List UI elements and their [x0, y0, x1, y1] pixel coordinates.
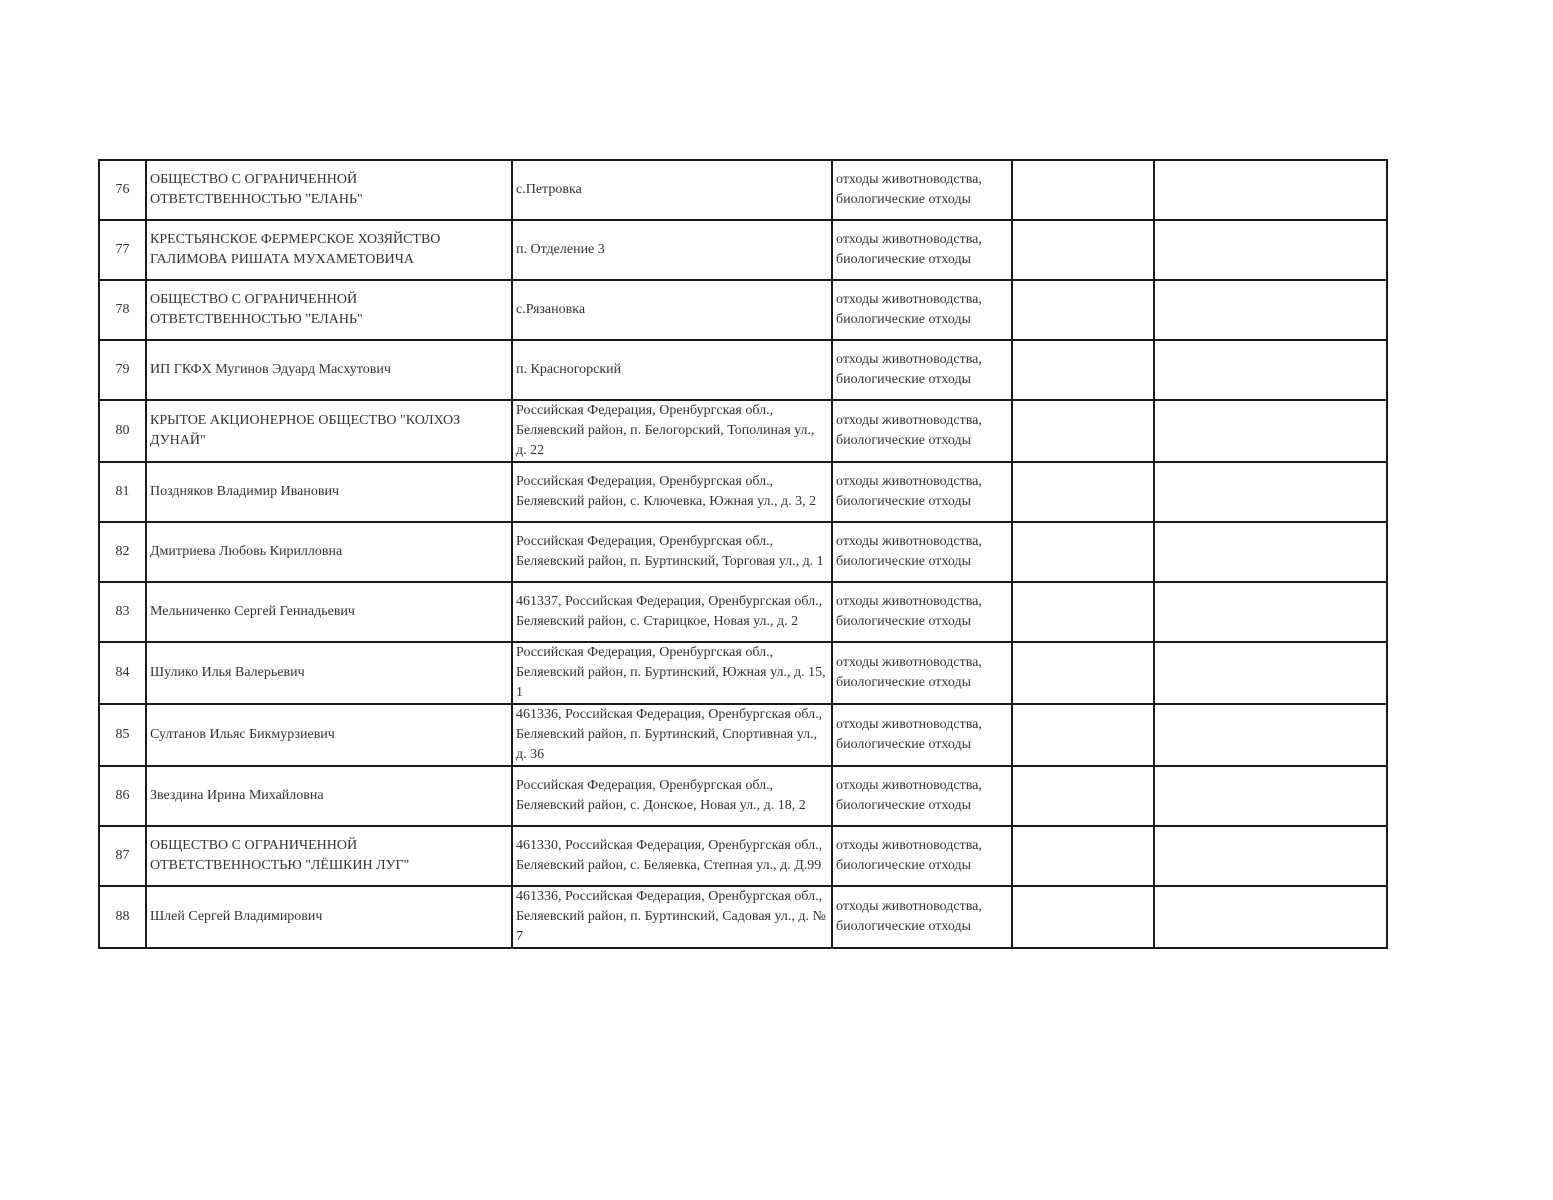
- row-number: 84: [99, 642, 146, 704]
- organization-name: Шулико Илья Валерьевич: [146, 642, 512, 704]
- organization-name: КРЫТОЕ АКЦИОНЕРНОЕ ОБЩЕСТВО "КОЛХОЗ ДУНАЙ": [146, 400, 512, 462]
- table-row: [99, 280, 1387, 340]
- organization-name: ОБЩЕСТВО С ОГРАНИЧЕННОЙ ОТВЕТСТВЕННОСТЬЮ "ЕЛАНЬ": [146, 280, 512, 340]
- waste-type: отходы животноводства, биологические отходы: [832, 462, 1012, 522]
- waste-type: отходы животноводства, биологические отходы: [832, 704, 1012, 766]
- organization-name: Шлей Сергей Владимирович: [146, 886, 512, 948]
- table-row: [99, 582, 1387, 642]
- address: 461336, Российская Федерация, Оренбургская обл., Беляевский район, п. Буртинский, Спортивная ул., д. 36: [512, 704, 832, 766]
- row-number: 81: [99, 462, 146, 522]
- address: с.Рязановка: [512, 280, 832, 340]
- row-number: 78: [99, 280, 146, 340]
- table-row: [99, 522, 1387, 582]
- row-number: 85: [99, 704, 146, 766]
- address: Российская Федерация, Оренбургская обл., Беляевский район, с. Донское, Новая ул., д. 18, 2: [512, 766, 832, 826]
- organization-name: Звездина Ирина Михайловна: [146, 766, 512, 826]
- table-row: [99, 400, 1387, 462]
- address: Российская Федерация, Оренбургская обл., Беляевский район, п. Буртинский, Торговая ул., д. 1: [512, 522, 832, 582]
- address: 461336, Российская Федерация, Оренбургская обл., Беляевский район, п. Буртинский, Садовая ул., д. № 7: [512, 886, 832, 948]
- organization-name: ИП ГКФХ Мугинов Эдуард Масхутович: [146, 340, 512, 400]
- empty-cell: [1012, 462, 1154, 522]
- table-row: [99, 642, 1387, 704]
- address: с.Петровка: [512, 160, 832, 220]
- empty-cell: [1154, 582, 1387, 642]
- organization-name: Мельниченко Сергей Геннадьевич: [146, 582, 512, 642]
- row-number: 88: [99, 886, 146, 948]
- empty-cell: [1154, 704, 1387, 766]
- waste-type: отходы животноводства, биологические отходы: [832, 826, 1012, 886]
- address: Российская Федерация, Оренбургская обл., Беляевский район, п. Белогорский, Тополиная ул., д. 22: [512, 400, 832, 462]
- empty-cell: [1012, 400, 1154, 462]
- waste-type: отходы животноводства, биологические отходы: [832, 280, 1012, 340]
- empty-cell: [1154, 340, 1387, 400]
- organization-name: Дмитриева Любовь Кирилловна: [146, 522, 512, 582]
- row-number: 83: [99, 582, 146, 642]
- row-number: 77: [99, 220, 146, 280]
- empty-cell: [1154, 220, 1387, 280]
- empty-cell: [1012, 642, 1154, 704]
- row-number: 87: [99, 826, 146, 886]
- empty-cell: [1012, 220, 1154, 280]
- empty-cell: [1012, 886, 1154, 948]
- registry-table: [98, 159, 1388, 949]
- registry-table-body: [99, 160, 1387, 948]
- address: Российская Федерация, Оренбургская обл., Беляевский район, п. Буртинский, Южная ул., д. 15, 1: [512, 642, 832, 704]
- empty-cell: [1012, 582, 1154, 642]
- organization-name: Султанов Ильяс Бикмурзиевич: [146, 704, 512, 766]
- row-number: 79: [99, 340, 146, 400]
- empty-cell: [1154, 766, 1387, 826]
- table-row: [99, 886, 1387, 948]
- row-number: 86: [99, 766, 146, 826]
- organization-name: Поздняков Владимир Иванович: [146, 462, 512, 522]
- table-row: [99, 826, 1387, 886]
- waste-type: отходы животноводства, биологические отходы: [832, 886, 1012, 948]
- row-number: 82: [99, 522, 146, 582]
- empty-cell: [1012, 280, 1154, 340]
- empty-cell: [1154, 886, 1387, 948]
- waste-type: отходы животноводства, биологические отходы: [832, 160, 1012, 220]
- organization-name: ОБЩЕСТВО С ОГРАНИЧЕННОЙ ОТВЕТСТВЕННОСТЬЮ "ЕЛАНЬ": [146, 160, 512, 220]
- waste-type: отходы животноводства, биологические отходы: [832, 220, 1012, 280]
- empty-cell: [1154, 642, 1387, 704]
- empty-cell: [1154, 462, 1387, 522]
- table-row: [99, 220, 1387, 280]
- waste-type: отходы животноводства, биологические отходы: [832, 400, 1012, 462]
- waste-type: отходы животноводства, биологические отходы: [832, 766, 1012, 826]
- table-row: [99, 766, 1387, 826]
- empty-cell: [1012, 704, 1154, 766]
- table-row: [99, 462, 1387, 522]
- address: 461337, Российская Федерация, Оренбургская обл., Беляевский район, с. Старицкое, Новая ул., д. 2: [512, 582, 832, 642]
- table-row: [99, 340, 1387, 400]
- empty-cell: [1154, 160, 1387, 220]
- table-row: [99, 160, 1387, 220]
- empty-cell: [1012, 340, 1154, 400]
- address: Российская Федерация, Оренбургская обл., Беляевский район, с. Ключевка, Южная ул., д. 3, 2: [512, 462, 832, 522]
- empty-cell: [1154, 400, 1387, 462]
- waste-type: отходы животноводства, биологические отходы: [832, 642, 1012, 704]
- table-row: [99, 704, 1387, 766]
- empty-cell: [1012, 766, 1154, 826]
- row-number: 76: [99, 160, 146, 220]
- empty-cell: [1012, 160, 1154, 220]
- organization-name: КРЕСТЬЯНСКОЕ ФЕРМЕРСКОЕ ХОЗЯЙСТВО ГАЛИМОВА РИШАТА МУХАМЕТОВИЧА: [146, 220, 512, 280]
- waste-type: отходы животноводства, биологические отходы: [832, 582, 1012, 642]
- empty-cell: [1154, 522, 1387, 582]
- empty-cell: [1154, 826, 1387, 886]
- organization-name: ОБЩЕСТВО С ОГРАНИЧЕННОЙ ОТВЕТСТВЕННОСТЬЮ "ЛЁШКИН ЛУГ": [146, 826, 512, 886]
- empty-cell: [1012, 522, 1154, 582]
- address: п. Красногорский: [512, 340, 832, 400]
- address: п. Отделение 3: [512, 220, 832, 280]
- empty-cell: [1012, 826, 1154, 886]
- waste-type: отходы животноводства, биологические отходы: [832, 340, 1012, 400]
- waste-type: отходы животноводства, биологические отходы: [832, 522, 1012, 582]
- row-number: 80: [99, 400, 146, 462]
- empty-cell: [1154, 280, 1387, 340]
- address: 461330, Российская Федерация, Оренбургская обл., Беляевский район, с. Беляевка, Степная ул., д. Д.99: [512, 826, 832, 886]
